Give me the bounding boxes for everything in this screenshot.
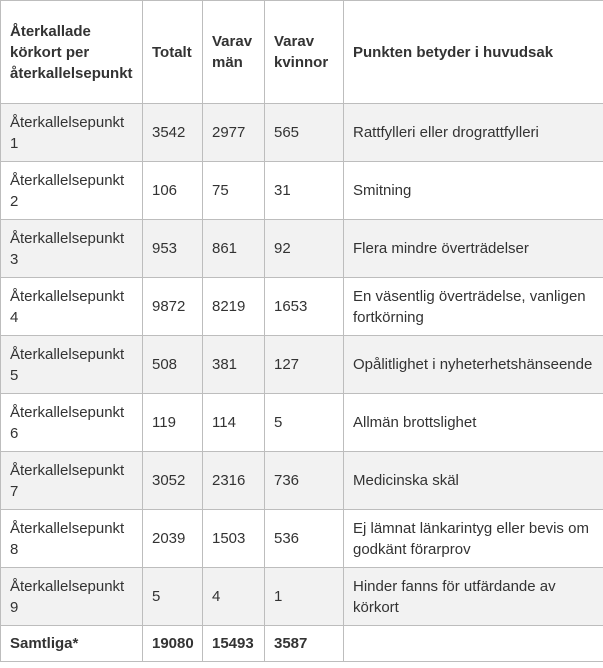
- cell-women: 565: [265, 104, 344, 162]
- cell-women: 536: [265, 510, 344, 568]
- cell-total: 106: [143, 162, 203, 220]
- table-row: [1, 162, 603, 220]
- cell-men: 4: [203, 568, 265, 626]
- cell-women: 736: [265, 452, 344, 510]
- cell-meaning: Hinder fanns för utfärdande av körkort: [344, 568, 603, 626]
- table-row: [1, 394, 603, 452]
- cell-women: 1653: [265, 278, 344, 336]
- cell-total: 953: [143, 220, 203, 278]
- header-total: Totalt: [143, 1, 203, 104]
- cell-meaning: Medicinska skäl: [344, 452, 603, 510]
- totals-meaning: [344, 626, 603, 662]
- cell-total: 508: [143, 336, 203, 394]
- cell-meaning: Flera mindre överträdelser: [344, 220, 603, 278]
- cell-women: 127: [265, 336, 344, 394]
- cell-men: 75: [203, 162, 265, 220]
- cell-men: 2977: [203, 104, 265, 162]
- table-header: [1, 1, 603, 104]
- cell-point: Återkallelsepunkt 2: [1, 162, 143, 220]
- cell-point: Återkallelsepunkt 5: [1, 336, 143, 394]
- table-body: [1, 104, 603, 662]
- table-row: [1, 278, 603, 336]
- cell-point: Återkallelsepunkt 1: [1, 104, 143, 162]
- cell-point: Återkallelsepunkt 4: [1, 278, 143, 336]
- cell-meaning: Smitning: [344, 162, 603, 220]
- header-women: Varav kvinnor: [265, 1, 344, 104]
- cell-total: 119: [143, 394, 203, 452]
- cell-point: Återkallelsepunkt 7: [1, 452, 143, 510]
- header-row: [1, 1, 603, 104]
- cell-men: 114: [203, 394, 265, 452]
- totals-label: Samtliga*: [1, 626, 143, 662]
- header-meaning: Punkten betyder i huvudsak: [344, 1, 603, 104]
- totals-women: 3587: [265, 626, 344, 662]
- cell-point: Återkallelsepunkt 9: [1, 568, 143, 626]
- table-row: [1, 510, 603, 568]
- table-row: [1, 104, 603, 162]
- cell-meaning: Rattfylleri eller drograttfylleri: [344, 104, 603, 162]
- cell-point: Återkallelsepunkt 8: [1, 510, 143, 568]
- cell-men: 1503: [203, 510, 265, 568]
- cell-total: 3542: [143, 104, 203, 162]
- table-row: [1, 568, 603, 626]
- cell-meaning: Opålitlighet i nyheterhetshänseende: [344, 336, 603, 394]
- cell-women: 5: [265, 394, 344, 452]
- cell-meaning: Ej lämnat länkarintyg eller bevis om godkänt förarprov: [344, 510, 603, 568]
- cell-meaning: Allmän brottslighet: [344, 394, 603, 452]
- header-men: Varav män: [203, 1, 265, 104]
- cell-total: 5: [143, 568, 203, 626]
- totals-men: 15493: [203, 626, 265, 662]
- cell-women: 92: [265, 220, 344, 278]
- cell-men: 381: [203, 336, 265, 394]
- header-point: Återkallade körkort per återkallelsepunkt: [1, 1, 143, 104]
- table-row: [1, 220, 603, 278]
- cell-men: 2316: [203, 452, 265, 510]
- cell-women: 1: [265, 568, 344, 626]
- cell-total: 2039: [143, 510, 203, 568]
- cell-men: 8219: [203, 278, 265, 336]
- cell-women: 31: [265, 162, 344, 220]
- cell-total: 9872: [143, 278, 203, 336]
- cell-total: 3052: [143, 452, 203, 510]
- totals-row: [1, 626, 603, 662]
- table-row: [1, 336, 603, 394]
- cell-men: 861: [203, 220, 265, 278]
- table-row: [1, 452, 603, 510]
- cell-point: Återkallelsepunkt 6: [1, 394, 143, 452]
- cell-point: Återkallelsepunkt 3: [1, 220, 143, 278]
- totals-total: 19080: [143, 626, 203, 662]
- cell-meaning: En väsentlig överträdelse, vanligen fortkörning: [344, 278, 603, 336]
